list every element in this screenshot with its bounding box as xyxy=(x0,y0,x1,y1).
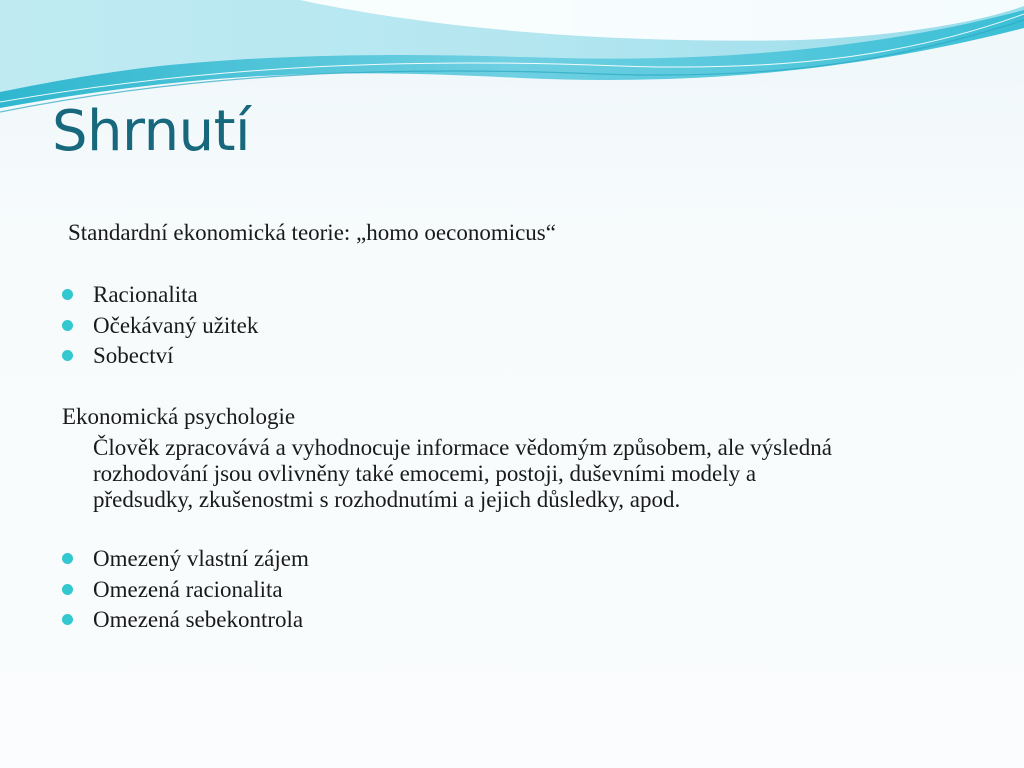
bullet-dot-icon xyxy=(62,289,73,300)
list-item-label: Očekávaný užitek xyxy=(93,313,259,338)
bullet-dot-icon xyxy=(62,553,73,564)
bullet-dot-icon xyxy=(62,350,73,361)
list-item-label: Sobectví xyxy=(93,343,174,368)
description-paragraph xyxy=(93,435,973,513)
list-item-label: Omezená racionalita xyxy=(93,577,283,602)
paragraph-line: Člověk zpracovává a vyhodnocuje informace vědomým způsobem, ale výsledná xyxy=(93,435,832,460)
bullet-dot-icon xyxy=(62,320,73,331)
list-item-label: Omezená sebekontrola xyxy=(93,607,304,632)
paragraph-line: rozhodování jsou ovlivněny také emocemi, postoji, duševními modely a xyxy=(93,461,757,486)
slide-title: Shrnutí xyxy=(52,99,251,164)
intro-text: Standardní ekonomická teorie: „homo oeconomicus“ xyxy=(68,220,556,245)
section-heading: Ekonomická psychologie xyxy=(62,404,296,429)
bullet-dot-icon xyxy=(62,584,73,595)
paragraph-line: předsudky, zkušenostmi s rozhodnutími a jejich důsledky, apod. xyxy=(93,487,681,512)
bullet-dot-icon xyxy=(62,614,73,625)
list-item-label: Omezený vlastní zájem xyxy=(93,546,309,571)
list-item-label: Racionalita xyxy=(93,282,198,307)
